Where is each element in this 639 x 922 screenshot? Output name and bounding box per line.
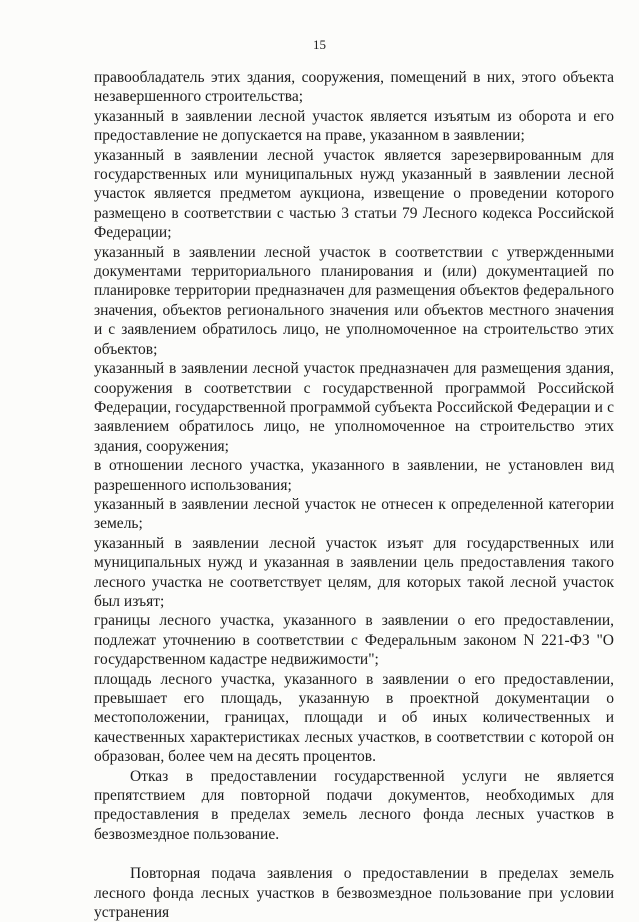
paragraph-1: правообладатель этих здания, сооружения, помещений в них, этого объекта незавершенного строительства; [94, 69, 614, 106]
paragraph-10: площадь лесного участка, указанного в заявлении о его предоставлении, превышает его площадь, указанную в проектной документации о местоположении, границах, площади и об иных количественных и качественных характеристиках лесных участков, в соответствии с которой он образован, более чем на десять процентов. [94, 670, 614, 766]
paragraph-12: Повторная подача заявления о предоставлении в пределах земель лесного фонда лесных участков в безвозмездное пользование при условии устранения [94, 865, 614, 922]
paragraph-7: указанный в заявлении лесной участок не отнесен к определенной категории земель; [94, 495, 614, 533]
paragraph-3: указанный в заявлении лесной участок является зарезервированным для государственных или муниципальных нужд указанный в заявлении лесной участок является предметом аукциона, извещение о проведении которого размещено в соответствии с частью 3 статьи 79 Лесного кодекса Российской Федерации; [94, 146, 614, 242]
paragraph-8: указанный в заявлении лесной участок изъят для государственных или муниципальных нужд и указанная в заявлении цель предоставления такого лесного участка не соответствует целям, для которых такой лесной участок был изъят; [94, 534, 614, 610]
paragraph-9: границы лесного участка, указанного в заявлении о его предоставлении, подлежат уточнению в соответствии с Федеральным законом N 221-ФЗ "О государственном кадастре недвижимости"; [94, 612, 614, 669]
paragraph-4: указанный в заявлении лесной участок в соответствии с утвержденными документами территориального планирования и (или) документацией по планировке территории предназначен для размещения объектов федерального значения, объектов регионального значения или объектов местного значения и с заявлением обратилось лицо, не уполномоченное на строительство этих объектов; [94, 243, 614, 358]
paragraph-5: указанный в заявлении лесной участок предназначен для размещения здания, сооружения в соответствии с государственной программой Российской Федерации, государственной программой субъекта Российской Федерации и с заявлением обратилось лицо, не уполномоченное на строительство этих здания, сооружения; [94, 360, 614, 455]
paragraph-2: указанный в заявлении лесной участок является изъятым из оборота и его предоставление не допускается на праве, указанном в заявлении; [94, 107, 614, 145]
paragraph-11: Отказ в предоставлении государственной услуги не является препятствием для повторной подачи документов, необходимых для предоставления в пределах земель лесного фонда лесных участков в безвозмездное пользование. [94, 767, 614, 843]
page-number: 15 [313, 37, 326, 52]
paragraph-6: в отношении лесного участка, указанного в заявлении, не установлен вид разрешенного использования; [94, 457, 614, 494]
document-body [94, 68, 614, 922]
